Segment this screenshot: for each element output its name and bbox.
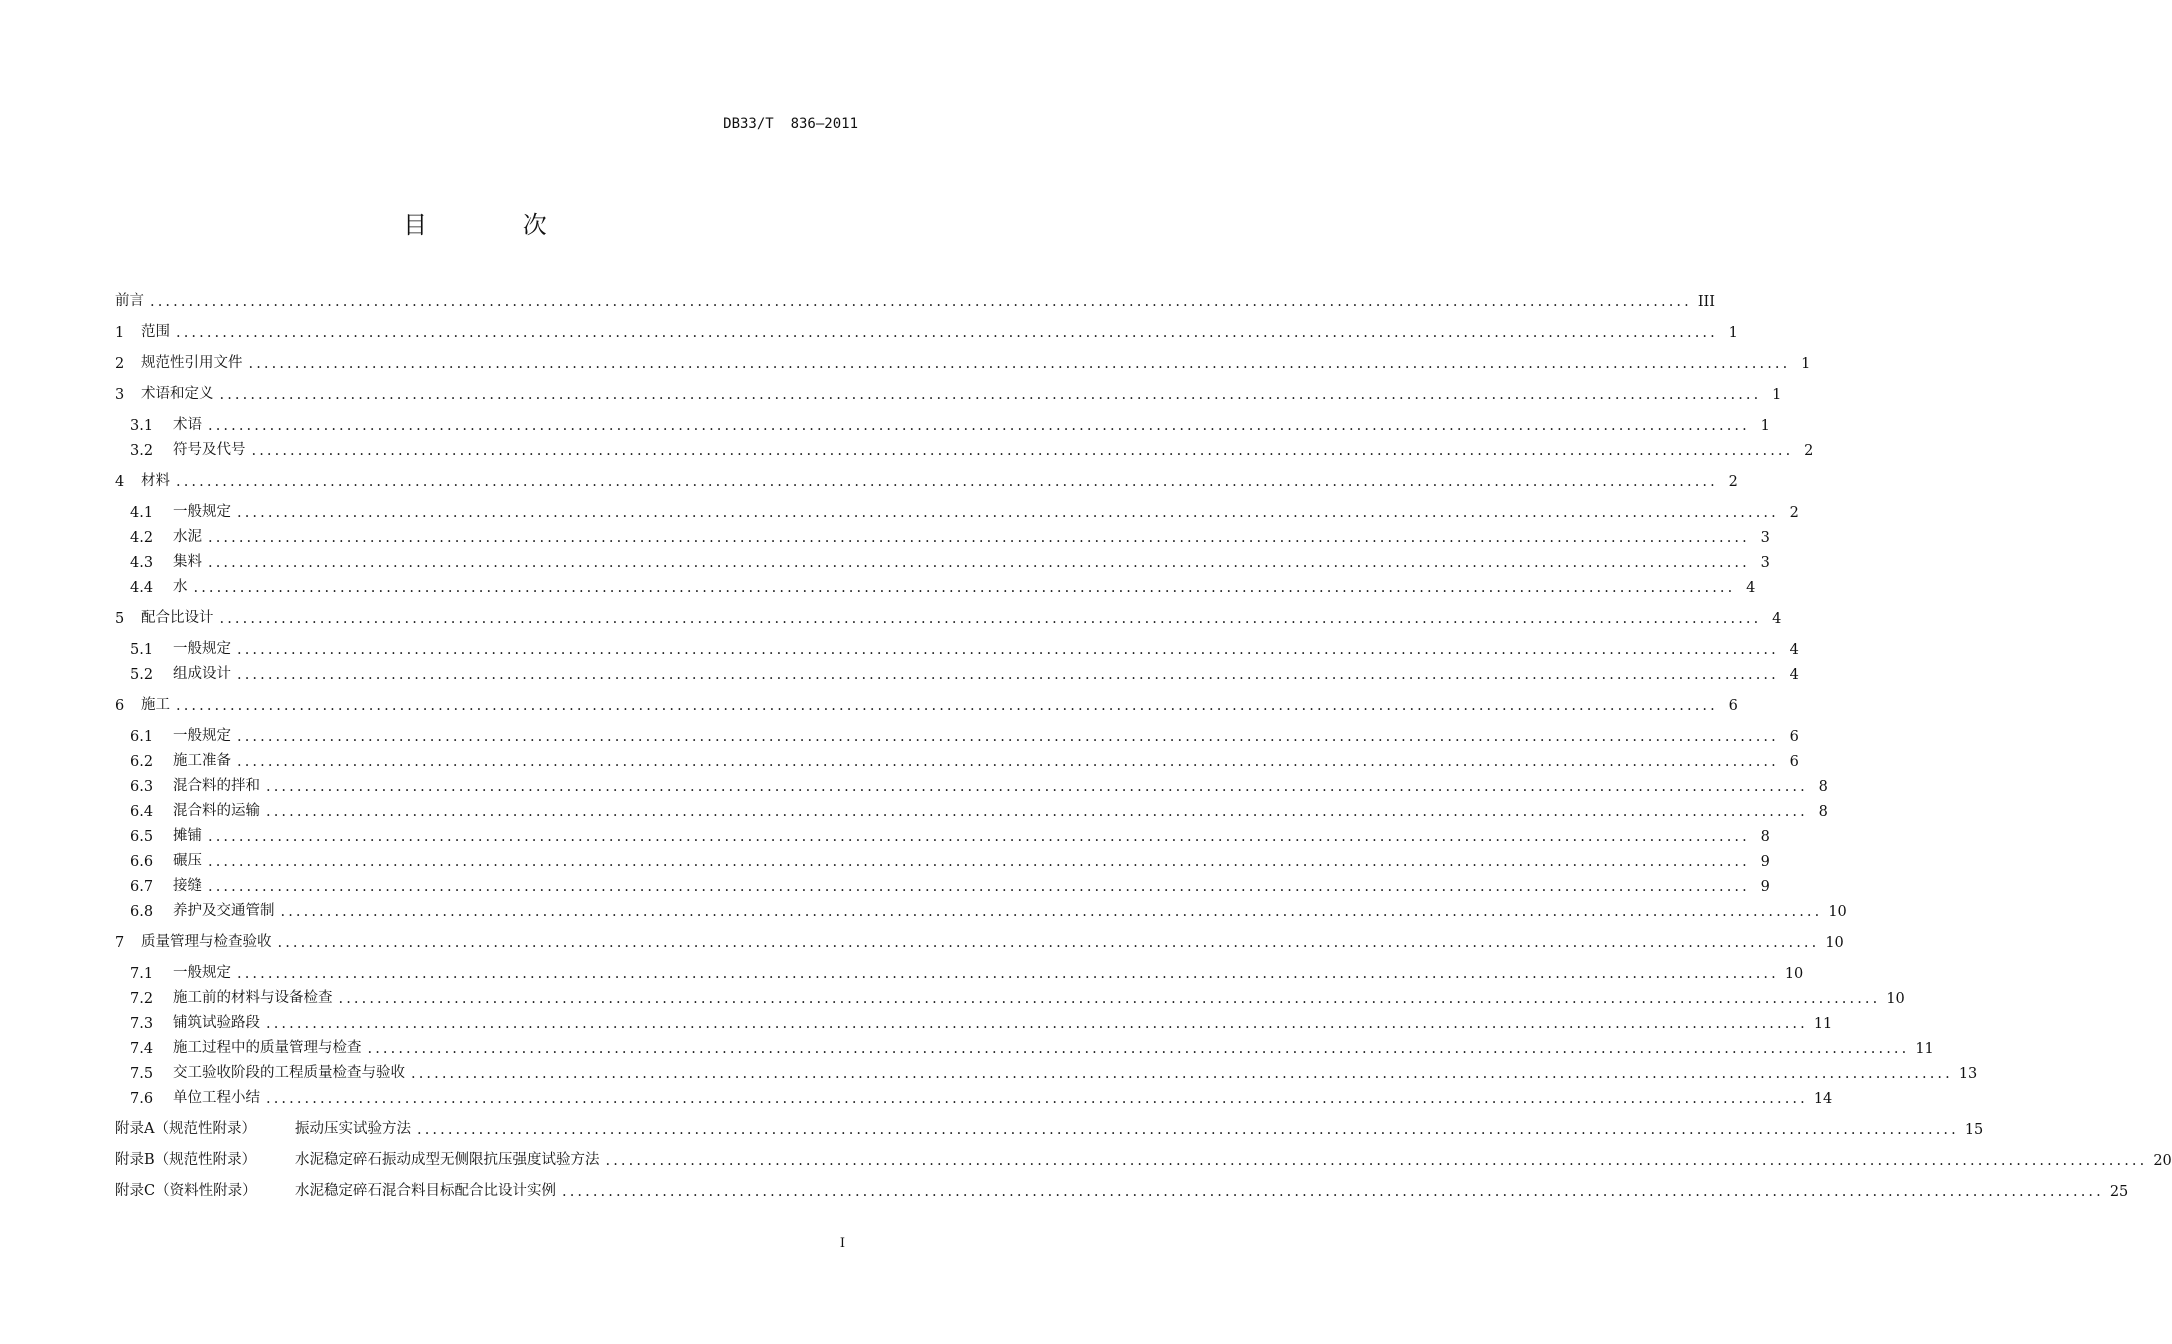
toc-entry[interactable] — [130, 983, 1905, 1007]
toc-entry-label: 施工准备 — [173, 753, 231, 769]
toc-entry[interactable] — [130, 721, 1799, 745]
toc-entry-number: 7 — [115, 935, 125, 951]
toc-entry-label: 组成设计 — [173, 666, 231, 682]
toc-entry-page: 11 — [1915, 1041, 1934, 1057]
toc-entry-page: 10 — [1828, 904, 1847, 920]
toc-entry-page: 10 — [1784, 966, 1804, 982]
toc-entry-label: 铺筑试验路段 — [173, 1015, 260, 1031]
toc-entry-label: 混合料的拌和 — [173, 778, 260, 794]
toc-leader-dots: ........................................................................................................................................................................................................ — [208, 879, 1750, 895]
toc-entry-label: 施工前的材料与设备检查 — [173, 990, 333, 1006]
toc-entry[interactable] — [130, 410, 1770, 434]
toc-entry-label: 施工 — [141, 697, 170, 713]
toc-entry-label: 规范性引用文件 — [141, 355, 243, 371]
toc-entry[interactable] — [130, 435, 1814, 459]
toc-entry[interactable] — [130, 871, 1770, 895]
toc-leader-dots: ........................................................................................................................................................................................................ — [605, 1153, 2148, 1169]
toc-leader-dots: ........................................................................................................................................................................................................ — [150, 294, 1692, 310]
toc-entry-label: 水泥稳定碎石振动成型无侧限抗压强度试验方法 — [295, 1152, 600, 1168]
toc-entry[interactable] — [130, 634, 1799, 658]
document-code: DB33/T 836—2011 — [723, 116, 858, 132]
toc-leader-dots: ........................................................................................................................................................................................................ — [208, 854, 1750, 870]
toc-entry-page: 2 — [1804, 443, 1814, 459]
toc-leader-dots: ........................................................................................................................................................................................................ — [176, 474, 1718, 490]
toc-entry[interactable] — [130, 497, 1799, 521]
toc-leader-dots: ........................................................................................................................................................................................................ — [176, 325, 1718, 341]
toc-entry[interactable] — [130, 896, 1847, 920]
toc-leader-dots: ........................................................................................................................................................................................................ — [237, 729, 1779, 745]
toc-leader-dots: ........................................................................................................................................................................................................ — [208, 418, 1750, 434]
toc-entry-page: 6 — [1789, 729, 1799, 745]
toc-entry-page: 20 — [2153, 1153, 2172, 1169]
toc-entry-label: 碾压 — [173, 853, 202, 869]
toc-entry-number: 4 — [115, 474, 125, 490]
toc-entry-label: 术语和定义 — [141, 386, 214, 402]
toc-leader-dots: ........................................................................................................................................................................................................ — [237, 505, 1779, 521]
toc-entry[interactable] — [130, 1058, 1978, 1082]
toc-entry[interactable] — [115, 348, 1811, 372]
toc-entry[interactable] — [115, 466, 1738, 490]
toc-entry[interactable] — [130, 771, 1828, 795]
toc-entry-label: 摊铺 — [173, 828, 202, 844]
toc-entry-number: 6.2 — [130, 754, 154, 770]
toc-entry-number: 5.2 — [130, 667, 154, 683]
toc-entry[interactable] — [130, 1008, 1833, 1032]
toc-entry-number: 6 — [115, 698, 125, 714]
toc-leader-dots: ........................................................................................................................................................................................................ — [417, 1122, 1959, 1138]
toc-entry[interactable] — [130, 1083, 1833, 1107]
toc-entry-number: 6.6 — [130, 854, 154, 870]
toc-entry[interactable] — [130, 659, 1799, 683]
toc-entry-page: 6 — [1789, 754, 1799, 770]
toc-entry-page: 2 — [1789, 505, 1799, 521]
toc-leader-dots: ........................................................................................................................................................................................................ — [266, 804, 1808, 820]
toc-entry-label: 质量管理与检查验收 — [141, 934, 272, 950]
toc-entry-label: 水泥 — [173, 529, 202, 545]
toc-leader-dots: ........................................................................................................................................................................................................ — [208, 555, 1750, 571]
toc-entry-page: 10 — [1886, 991, 1905, 1007]
toc-leader-dots: ........................................................................................................................................................................................................ — [176, 698, 1718, 714]
toc-entry[interactable] — [130, 746, 1799, 770]
toc-leader-dots: ........................................................................................................................................................................................................ — [266, 1091, 1808, 1107]
toc-entry-label: 配合比设计 — [141, 610, 214, 626]
toc-entry-number: 7.5 — [130, 1066, 154, 1082]
toc-entry-number: 4.3 — [130, 555, 154, 571]
toc-leader-dots: ........................................................................................................................................................................................................ — [338, 991, 1881, 1007]
toc-entry-number: 7.1 — [130, 966, 154, 982]
toc-entry-page: 1 — [1801, 356, 1811, 372]
toc-entry-page: 8 — [1818, 779, 1828, 795]
toc-leader-dots: ........................................................................................................................................................................................................ — [411, 1066, 1953, 1082]
toc-entry-number: 6.7 — [130, 879, 154, 895]
toc-entry-number: 1 — [115, 325, 125, 341]
toc-entry-page: 9 — [1760, 879, 1770, 895]
toc-entry-page: 4 — [1772, 611, 1782, 627]
toc-entry[interactable] — [130, 572, 1756, 596]
toc-entry-number: 6.8 — [130, 904, 154, 920]
toc-entry-label: 一般规定 — [173, 641, 231, 657]
toc-entry-label: 一般规定 — [173, 728, 231, 744]
toc-leader-dots: ........................................................................................................................................................................................................ — [208, 530, 1750, 546]
toc-entry-page: 4 — [1746, 580, 1756, 596]
toc-entry-number: 3.1 — [130, 418, 154, 434]
toc-entry-page: 8 — [1818, 804, 1828, 820]
toc-entry-page: III — [1697, 294, 1716, 310]
toc-entry-page: 14 — [1813, 1091, 1833, 1107]
page-number: I — [839, 1236, 845, 1251]
toc-entry-label: 施工过程中的质量管理与检查 — [173, 1040, 362, 1056]
page-title: 目 次 — [403, 211, 591, 239]
toc-entry-page: 13 — [1958, 1066, 1978, 1082]
toc-entry-label: 符号及代号 — [173, 442, 246, 458]
toc-entry-page: 2 — [1728, 474, 1738, 490]
toc-leader-dots: ........................................................................................................................................................................................................ — [251, 443, 1794, 459]
toc-entry[interactable] — [115, 286, 1716, 310]
toc-leader-dots: ........................................................................................................................................................................................................ — [237, 966, 1779, 982]
toc-entry-appendix-a[interactable] — [115, 1114, 1984, 1138]
toc-leader-dots: ........................................................................................................................................................................................................ — [280, 904, 1823, 920]
toc-entry-label: 一般规定 — [173, 965, 231, 981]
toc-entry-page: 11 — [1813, 1016, 1833, 1032]
toc-entry-number: 附录A（规范性附录） — [115, 1121, 256, 1137]
toc-entry-page: 4 — [1789, 642, 1799, 658]
toc-entry-number: 6.1 — [130, 729, 154, 745]
toc-entry-number: 7.4 — [130, 1041, 154, 1057]
toc-entry-number: 3.2 — [130, 443, 154, 459]
toc-leader-dots: ........................................................................................................................................................................................................ — [237, 667, 1779, 683]
toc-entry-number: 4.1 — [130, 505, 154, 521]
toc-entry-number: 附录B（规范性附录） — [115, 1152, 257, 1168]
toc-entry-label: 接缝 — [173, 878, 202, 894]
toc-entry-page: 3 — [1760, 555, 1770, 571]
toc-entry-page: 8 — [1760, 829, 1770, 845]
toc-entry-page: 25 — [2109, 1184, 2129, 1200]
toc-leader-dots: ........................................................................................................................................................................................................ — [367, 1041, 1910, 1057]
toc-entry-label: 混合料的运输 — [173, 803, 260, 819]
toc-entry-page: 10 — [1825, 935, 1844, 951]
toc-entry[interactable] — [115, 690, 1738, 714]
toc-leader-dots: ........................................................................................................................................................................................................ — [562, 1184, 2104, 1200]
toc-leader-dots: ........................................................................................................................................................................................................ — [266, 1016, 1808, 1032]
toc-leader-dots: ........................................................................................................................................................................................................ — [219, 611, 1762, 627]
toc-entry[interactable] — [115, 927, 1844, 951]
toc-entry[interactable] — [130, 821, 1770, 845]
toc-entry-label: 养护及交通管制 — [173, 903, 275, 919]
toc-entry-page: 1 — [1772, 387, 1782, 403]
toc-entry-label: 水泥稳定碎石混合料目标配合比设计实例 — [295, 1183, 556, 1199]
toc-entry-page: 1 — [1728, 325, 1738, 341]
toc-entry-label: 材料 — [141, 473, 170, 489]
toc-entry-label: 交工验收阶段的工程质量检查与验收 — [173, 1065, 405, 1081]
toc-entry[interactable] — [130, 958, 1804, 982]
toc-entry[interactable] — [115, 379, 1782, 403]
toc-entry-number: 附录C（资料性附录） — [115, 1183, 257, 1199]
toc-entry-page: 9 — [1760, 854, 1770, 870]
toc-leader-dots: ........................................................................................................................................................................................................ — [266, 779, 1808, 795]
toc-entry-page: 1 — [1760, 418, 1770, 434]
toc-entry-label: 术语 — [173, 417, 202, 433]
toc-entry[interactable] — [115, 603, 1782, 627]
toc-entry-number: 7.3 — [130, 1016, 154, 1032]
toc-leader-dots: ........................................................................................................................................................................................................ — [237, 642, 1779, 658]
toc-entry-number: 4.2 — [130, 530, 154, 546]
toc-leader-dots: ........................................................................................................................................................................................................ — [277, 935, 1820, 951]
toc-entry-appendix-c[interactable] — [115, 1176, 2129, 1200]
toc-entry-number: 6.5 — [130, 829, 154, 845]
toc-entry-page: 6 — [1728, 698, 1738, 714]
toc-entry[interactable] — [130, 846, 1770, 870]
toc-entry-number: 6.3 — [130, 779, 154, 795]
toc-entry-label: 单位工程小结 — [173, 1090, 260, 1106]
toc-entry-label: 范围 — [141, 324, 170, 340]
toc-entry-label: 集料 — [173, 554, 202, 570]
toc-entry-number: 3 — [115, 387, 125, 403]
toc-entry[interactable] — [130, 547, 1770, 571]
toc-entry[interactable] — [115, 317, 1738, 341]
toc-entry-page: 15 — [1964, 1122, 1984, 1138]
toc-entry[interactable] — [130, 796, 1828, 820]
toc-leader-dots: ........................................................................................................................................................................................................ — [208, 829, 1750, 845]
toc-entry-number: 5.1 — [130, 642, 154, 658]
toc-entry-number: 5 — [115, 611, 125, 627]
toc-entry-number: 6.4 — [130, 804, 154, 820]
toc-leader-dots: ........................................................................................................................................................................................................ — [237, 754, 1779, 770]
toc-entry-number: 2 — [115, 356, 125, 372]
toc-leader-dots: ........................................................................................................................................................................................................ — [193, 580, 1736, 596]
toc-entry[interactable] — [130, 1033, 1934, 1057]
toc-leader-dots: ........................................................................................................................................................................................................ — [248, 356, 1791, 372]
toc-entry-label: 水 — [173, 579, 188, 595]
toc-entry-number: 4.4 — [130, 580, 154, 596]
toc-entry-number: 7.2 — [130, 991, 154, 1007]
toc-entry-label: 一般规定 — [173, 504, 231, 520]
toc-entry-page: 4 — [1789, 667, 1799, 683]
toc-entry-label: 前言 — [115, 293, 144, 309]
toc-leader-dots: ........................................................................................................................................................................................................ — [219, 387, 1762, 403]
toc-entry[interactable] — [130, 522, 1770, 546]
toc-entry-label: 振动压实试验方法 — [295, 1121, 411, 1137]
toc-entry-number: 7.6 — [130, 1091, 154, 1107]
toc-entry-page: 3 — [1760, 530, 1770, 546]
toc-entry-appendix-b[interactable] — [115, 1145, 2172, 1169]
